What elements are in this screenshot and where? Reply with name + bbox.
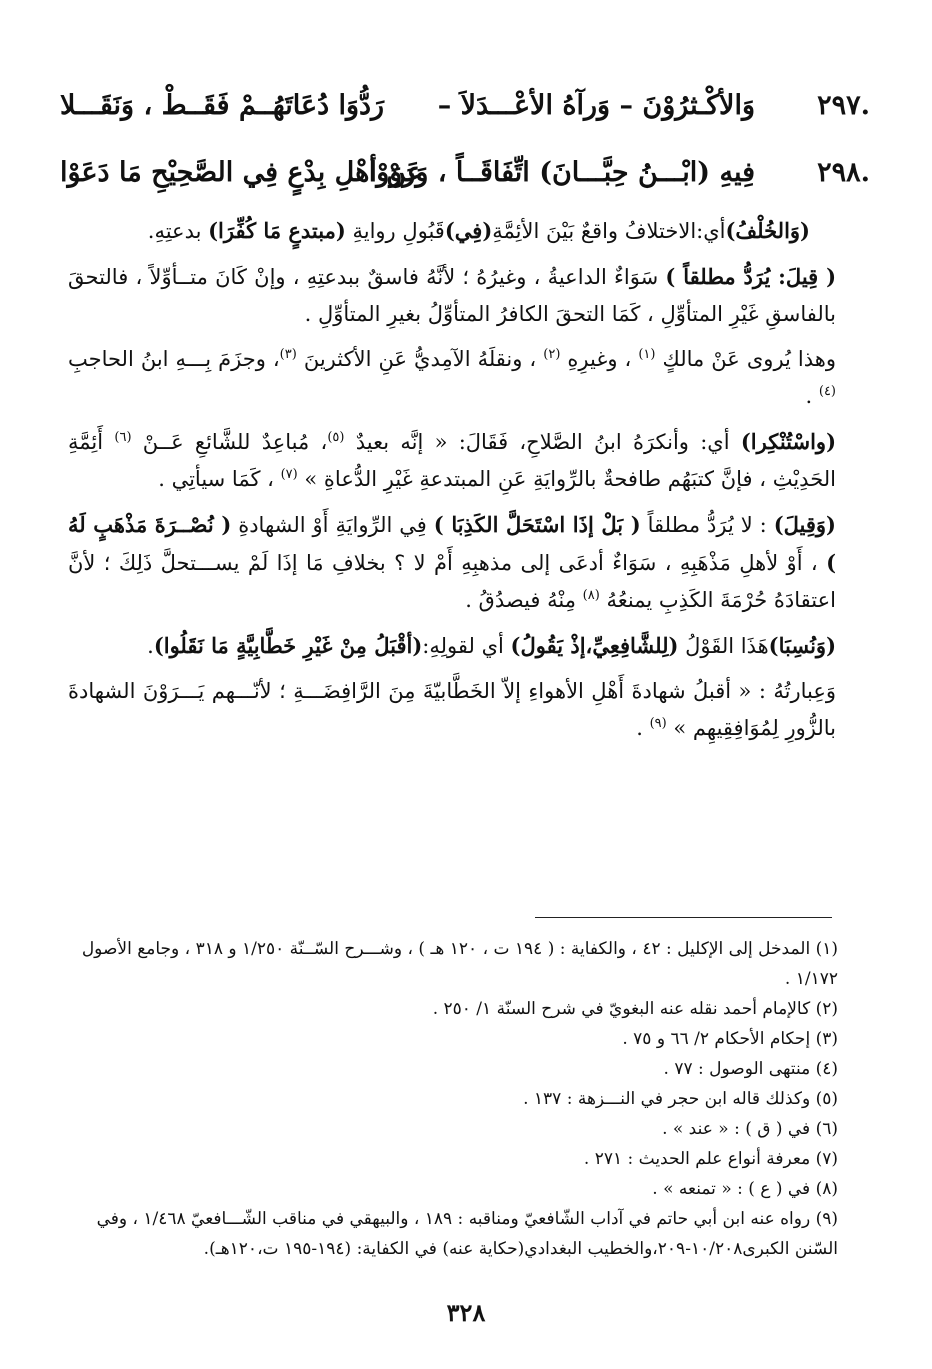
matn-quote: ( قِيلَ: يُرَدُّ مطلقاً ) bbox=[665, 264, 837, 289]
commentary-segment: بدعتِهِ. bbox=[147, 219, 209, 243]
commentary-paragraph bbox=[68, 341, 836, 415]
commentary-segment: . bbox=[805, 384, 819, 408]
verse-297 bbox=[60, 84, 870, 128]
commentary-paragraph bbox=[68, 212, 836, 250]
footnote-ref: (٥) bbox=[327, 430, 345, 445]
verse-number: ٢٩٨. bbox=[817, 157, 870, 188]
matn-quote: ( بَلْ إذَا اسْتَحَلَّ الكَذِبَا ) bbox=[433, 512, 641, 537]
commentary-segment: أي: وأنكرَهُ ابنُ الصَّلاحِ، فَقَالَ: « إنَّه بعيدٌ bbox=[344, 430, 741, 454]
commentary-segment: أي لقولِهِ: bbox=[422, 634, 511, 658]
footnote: (٦) في ( ق ) : « عند » . bbox=[662, 1119, 838, 1139]
footnote-ref: (٨) bbox=[582, 588, 600, 603]
matn-quote: (أقْبَلُ مِنْ غَيْرِ خَطَّابِيَّةٍ مَا نَقَلُوا) bbox=[153, 633, 423, 658]
footnote-ref: (٦) bbox=[114, 430, 132, 445]
commentary-text bbox=[68, 212, 836, 755]
footnote-ref: (٣) bbox=[279, 347, 297, 362]
matn-quote: (وَنُسِبَا) bbox=[768, 633, 836, 658]
verse-hemistich-second: عَنْ أهْلِ بِدْعٍ فِي الصَّحِيْحِ مَا دَعَوْا bbox=[60, 157, 423, 188]
matn-quote: (مبتدعٍ مَا كُفِّرَا) bbox=[208, 218, 346, 243]
commentary-segment: . bbox=[636, 716, 650, 740]
matn-quote: (واسْتُنْكِرا) bbox=[740, 429, 837, 454]
matn-quote: (وَالخُلْفُ) bbox=[725, 218, 810, 243]
commentary-segment: ، وجزَمَ بِـــهِ ابنُ الحاجبِ bbox=[68, 347, 280, 371]
commentary-segment: هَذَا القَوْلُ bbox=[678, 634, 769, 658]
footnote-ref: (١) bbox=[638, 347, 656, 362]
footnote: (٤) منتهى الوصول : ٧٧ . bbox=[663, 1059, 838, 1079]
commentary-paragraph bbox=[68, 673, 836, 747]
commentary-paragraph bbox=[68, 627, 836, 665]
commentary-segment: ، ونقلَهُ الآمِديُّ عَنِ الأكثرينَ bbox=[296, 347, 544, 371]
page-number: ٣٢٨ bbox=[446, 1298, 486, 1327]
verse-hemistich-second: رَدُّوَا دُعَاتَهُــمْ فَقَــطْ ، وَنَقَـــلا bbox=[60, 90, 385, 121]
footnote-ref: (٤) bbox=[818, 384, 836, 399]
footnote: (٢) كالإمام أحمد نقله عنه البغويّ في شرح السنّة ١/ ٢٥٠ . bbox=[432, 999, 838, 1019]
footnote-ref: (٩) bbox=[649, 716, 667, 731]
commentary-paragraph bbox=[68, 423, 836, 498]
footnote: (٥) وكذلك قاله ابن حجر في النـــزهة : ١٣٧ . bbox=[523, 1089, 838, 1109]
commentary-segment: وهذا يُروى عَنْ مالكٍ bbox=[655, 347, 836, 371]
footnotes bbox=[60, 934, 838, 1264]
footnote: (١) المدخل إلى الإكليل : ٤٢ ، والكفاية : ( ١٩٤ ت ، ١٢٠ هـ ) ، وشـــرح السّــنّة ١/٢٥٠ و ٣١٨ ، وجامع الأصول ١/١٧٢ . bbox=[81, 939, 838, 989]
commentary-segment: سَوَاءٌ الداعيةُ ، وغيرُهُ ؛ لأنَّهُ فاسقٌ ببدعتِهِ ، وإنْ كَانَ متــأوِّلاً ، فالتحقَ بالفاسقِ غَيْرِ المتأوِّلِ ، كَمَا التحقَ الكافرُ المتأوِّلُ بغيرِ المتأوِّلِ . bbox=[68, 265, 836, 326]
commentary-segment: ، أَوْ لأهلِ مَذْهَبِهِ ، سَوَاءٌ أدعَى إلى مذهبِهِ أَمْ لا ؟ بخلافِ مَا إذَا لَمْ يســـتحلَّ ذَلِكَ ؛ لأنَّ اعتقادَهُ حُرْمَةَ الكَذِبِ يمنعُهُ bbox=[68, 551, 836, 612]
commentary-segment: مِنْهُ فيصدُقُ . bbox=[465, 588, 583, 612]
footnote-ref: (٧) bbox=[280, 467, 298, 482]
commentary-paragraph bbox=[68, 506, 836, 619]
commentary-segment: ، وغيرِهِ bbox=[560, 347, 639, 371]
commentary-segment: . bbox=[147, 634, 154, 658]
commentary-segment: : لا يُرَدُّ مطلقاً bbox=[640, 513, 774, 537]
footnote-separator bbox=[535, 917, 832, 918]
commentary-segment: قَبُولِ روايةِ bbox=[345, 219, 445, 243]
footnote: (٣) إحكام الأحكام ٢/ ٦٦ و ٧٥ . bbox=[622, 1029, 838, 1049]
commentary-segment: أي:الاختلافُ واقعٌ بَيْنَ الأئِمَّةِ bbox=[492, 219, 726, 243]
verse-hemistich-first: فِيهِ (ابْـــنُ حِبَّـــانَ) اتِّفَاقَــاً ، وَرَوَوْا bbox=[368, 157, 755, 188]
footnote: (٨) في ( ع ) : « تمنعه » . bbox=[652, 1179, 838, 1199]
commentary-segment: أَئِمَّةِ الحَدِيْثِ ، فإنَّ كتبَهُم طافحةٌ بالرِّوايَةِ عَنِ المبتدعةِ غَيْرِ الدُّعاةِ » bbox=[68, 430, 836, 491]
verse-number: ٢٩٧. bbox=[817, 90, 870, 121]
verse-298 bbox=[60, 151, 870, 195]
matn-quote: (فِي) bbox=[444, 218, 493, 243]
verse-hemistich-first: وَالأكْـثرُوْنَ – وَرآهُ الأعْـــدَلاَ – bbox=[437, 90, 755, 121]
commentary-segment: ، كَمَا سيأتِي . bbox=[158, 467, 281, 491]
commentary-segment: ، مُباعِدٌ للشَّائعِ عَــنْ bbox=[131, 430, 328, 454]
footnote-ref: (٢) bbox=[543, 347, 561, 362]
matn-quote: (لِلشَّافِعِيِّ،إذْ يَقُولُ) bbox=[510, 633, 679, 658]
commentary-segment: فِي الرِّوايَةِ أَوْ الشهادةِ bbox=[231, 513, 434, 537]
matn-quote: (وَقِيلَ) bbox=[773, 512, 836, 537]
footnote: (٧) معرفة أنواع علم الحديث : ٢٧١ . bbox=[583, 1149, 838, 1169]
commentary-segment: وَعِبارتُهُ : « أقبلُ شهادةَ أَهْلِ الأهواءِ إلاّ الخَطَّابيّةَ مِنَ الرَّافِضَـــةِ ؛ لأنّـــهم يَـــرَوْنَ الشهادةَ بالزُّورِ لِمُوَافِقِيهِم » bbox=[68, 679, 836, 740]
matn-quote: ( نُصْــرَةَ مَذْهَبٍ لَهُ ) bbox=[68, 512, 836, 575]
footnote: (٩) رواه عنه ابن أبي حاتم في آداب الشّافعيّ ومناقبه : ١٨٩ ، والبيهقي في مناقب الشّـــافعيّ ١/٤٦٨ ، وفي السّنن الكبرى١٠/٢٠٨-٢٠٩،والخطيب البغدادي(حكاية عنه) في الكفاية: (١٩٤-١٩٥ ت،١٢٠هـ). bbox=[96, 1209, 838, 1259]
commentary-paragraph bbox=[68, 258, 836, 333]
